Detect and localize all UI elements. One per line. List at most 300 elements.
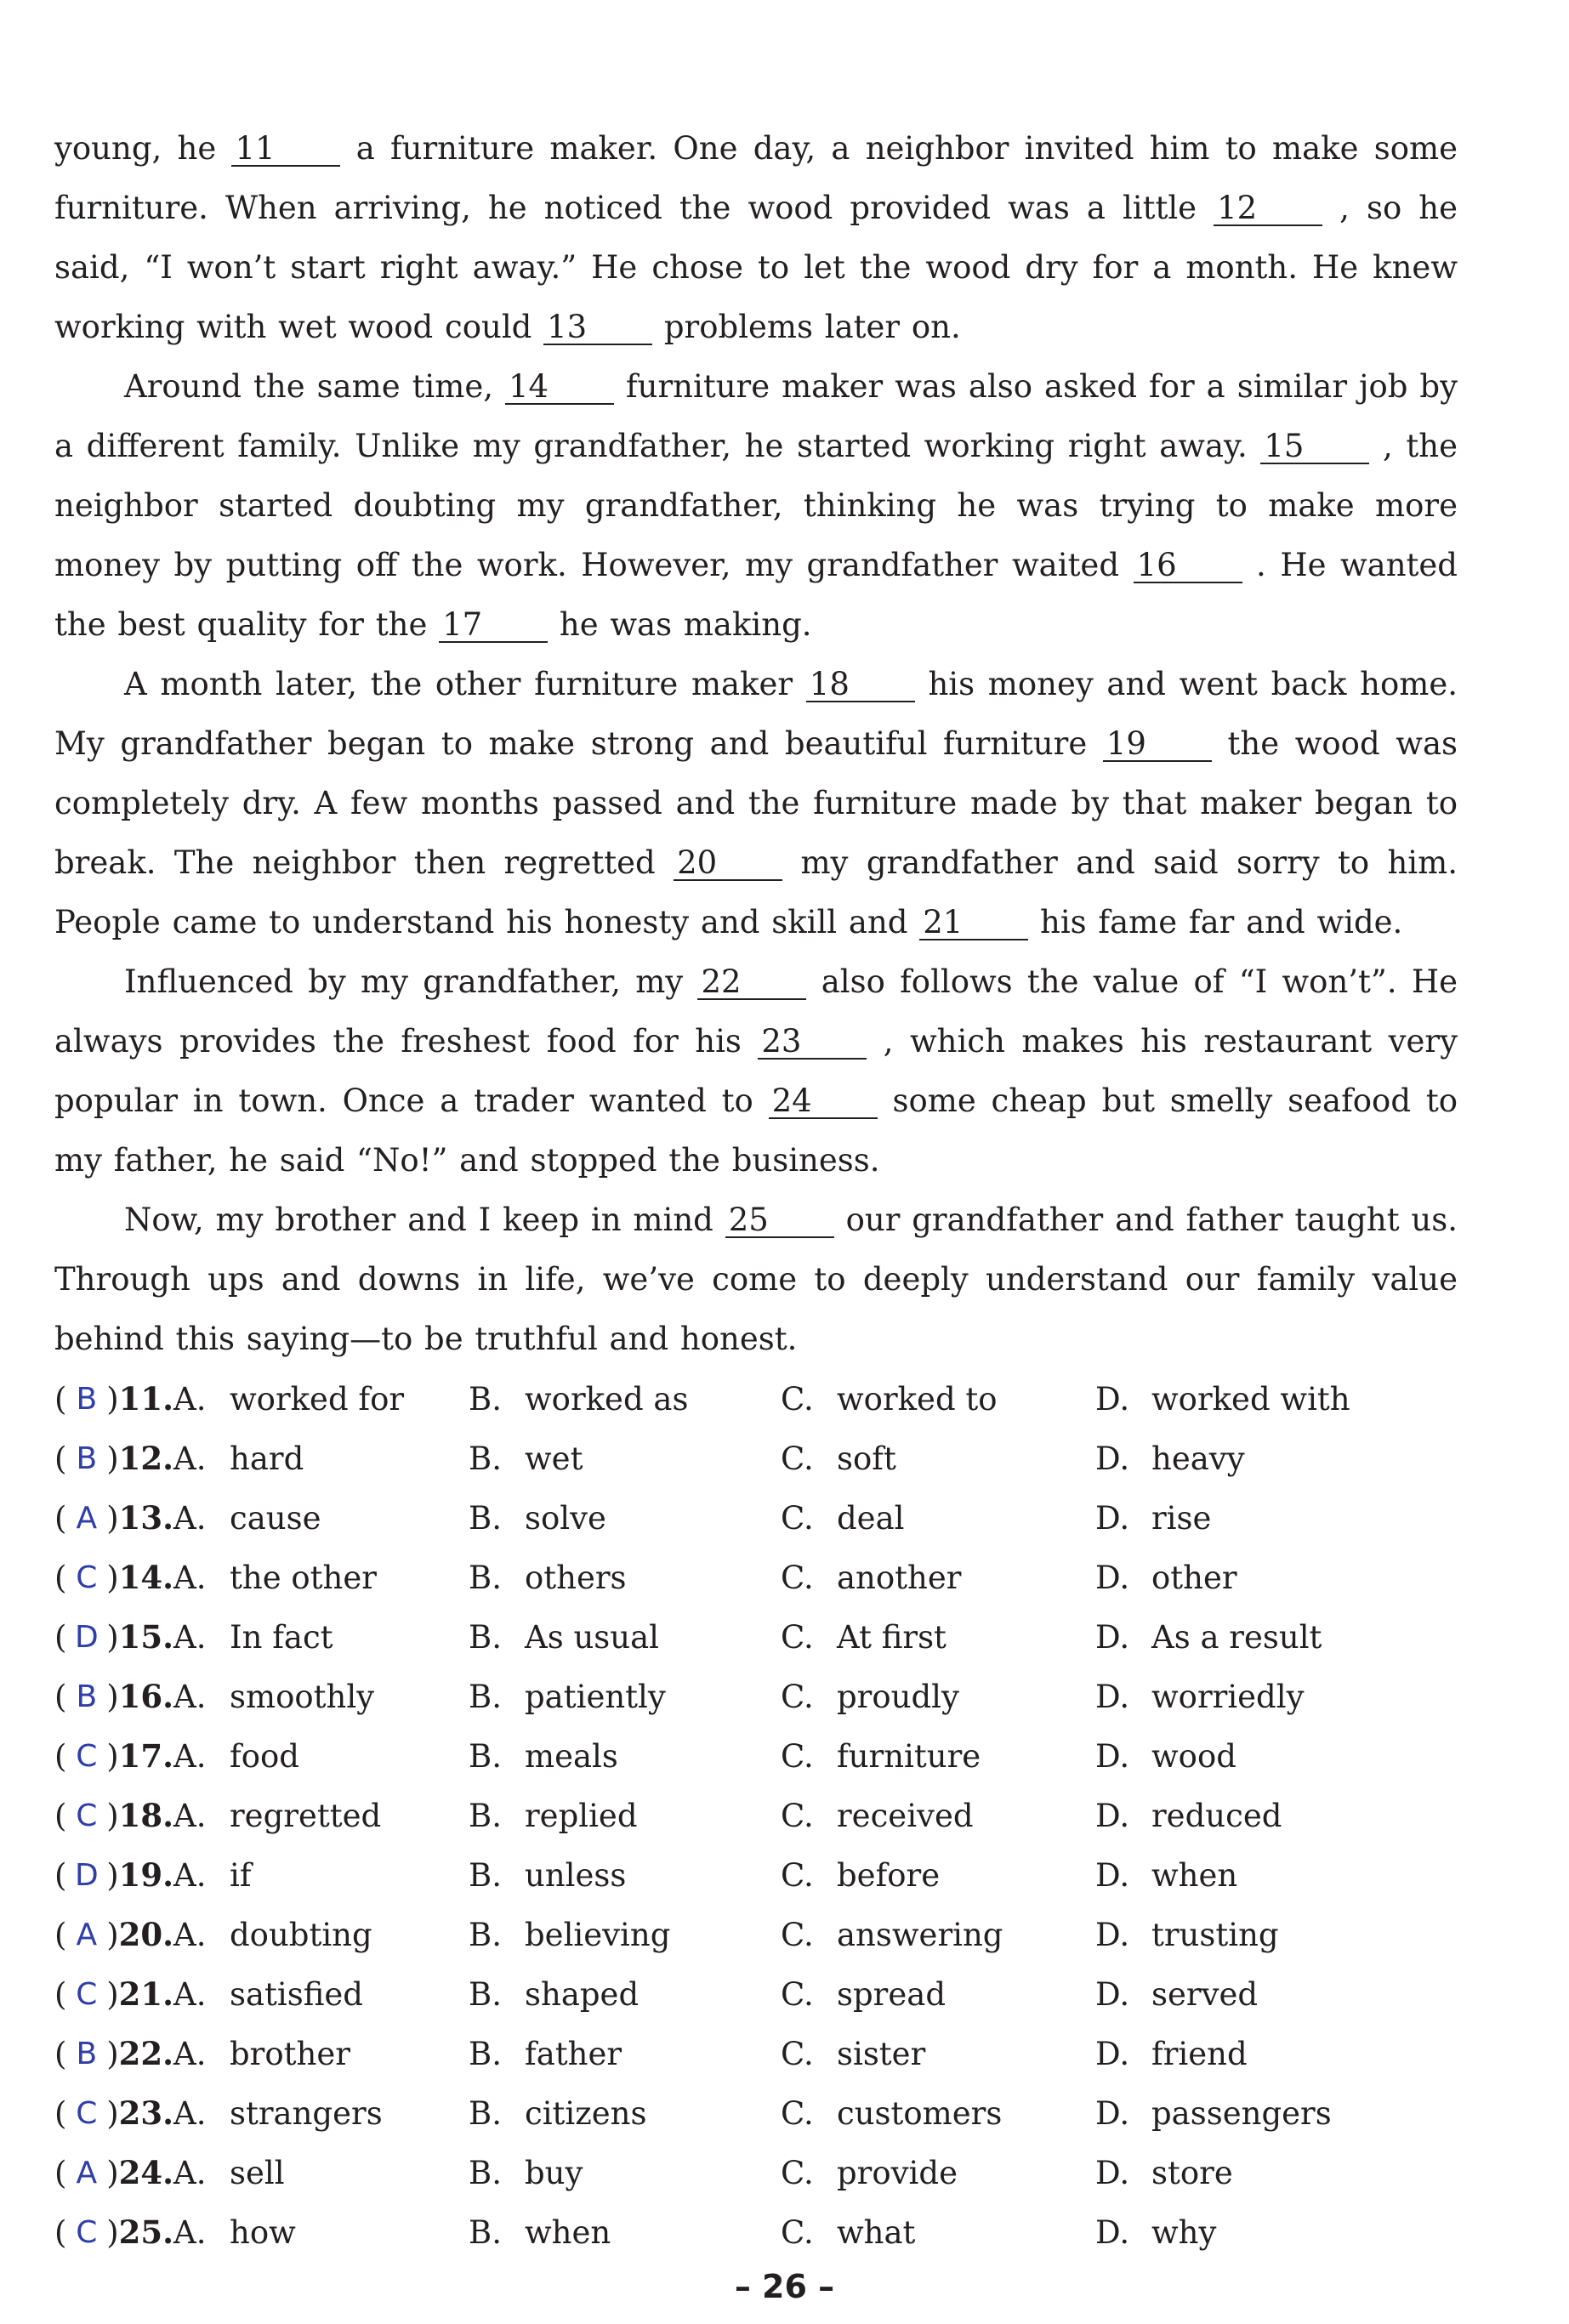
option-text: At first — [837, 1618, 947, 1656]
option-letter: C. — [781, 1975, 814, 2013]
option-text: if — [230, 1856, 252, 1894]
option-text: store — [1151, 2154, 1233, 2191]
option-d — [1095, 1738, 1350, 1775]
option-letter: B. — [469, 1856, 502, 1894]
option-letter: D. — [1095, 1916, 1130, 1953]
option-text: another — [837, 1559, 962, 1596]
option-c — [781, 1440, 1095, 1477]
option-letter: A. — [173, 1916, 207, 1953]
bracket-close: ) — [106, 2213, 119, 2251]
option-a — [173, 2036, 469, 2072]
blank-20: 20 — [674, 847, 782, 881]
option-text: patiently — [525, 1678, 666, 1715]
option-text: deal — [837, 1499, 905, 1537]
answer-choice[interactable]: C — [76, 2214, 98, 2250]
exercise-page — [54, 119, 1458, 2262]
option-b — [469, 1440, 781, 1477]
bracket-close: ) — [106, 1856, 119, 1894]
bracket-open: ( — [54, 1856, 67, 1894]
option-letter: A. — [173, 2154, 207, 2191]
option-letter: D. — [1095, 2094, 1130, 2132]
answer-choice[interactable]: A — [76, 1917, 98, 1952]
option-text: why — [1151, 2213, 1217, 2251]
question-number: 12. — [118, 1440, 173, 1477]
bracket-close: ) — [106, 1380, 119, 1418]
question-number: 21. — [118, 1975, 173, 2013]
answer-bracket — [54, 1559, 173, 1596]
option-d — [1095, 2214, 1350, 2251]
option-text: shaped — [525, 1975, 640, 2013]
answer-bracket — [54, 1678, 173, 1715]
blank-11: 11 — [231, 133, 340, 167]
option-text: answering — [837, 1916, 1003, 1953]
option-letter: C. — [781, 2094, 814, 2132]
answer-choice[interactable]: B — [76, 1381, 98, 1417]
question-number: 18. — [118, 1797, 173, 1834]
option-c — [781, 1857, 1095, 1894]
option-letter: C. — [781, 2213, 814, 2251]
option-b — [469, 1857, 781, 1894]
option-b — [469, 1560, 781, 1596]
option-text: As a result — [1151, 1618, 1322, 1656]
question-row — [54, 1726, 1458, 1786]
question-number: 24. — [118, 2154, 173, 2191]
option-text: buy — [525, 2154, 583, 2191]
option-letter: D. — [1095, 1678, 1130, 1715]
option-text: how — [230, 2213, 296, 2251]
passage-text: , the neighbor started doubting my grandfather, thinking he was trying to make more money by putting off the work. However, my grandfather waited — [54, 428, 1458, 583]
option-d — [1095, 1500, 1350, 1537]
option-text: citizens — [525, 2094, 647, 2132]
option-a — [173, 1440, 469, 1477]
bracket-open: ( — [54, 1440, 67, 1477]
option-letter: A. — [173, 1737, 207, 1775]
question-row — [54, 2143, 1458, 2202]
option-letter: D. — [1095, 2035, 1130, 2072]
option-a — [173, 1798, 469, 1834]
question-row — [54, 2024, 1458, 2083]
option-letter: D. — [1095, 2213, 1130, 2251]
answer-bracket — [54, 1797, 173, 1834]
passage-text: a furniture maker. One day, a neighbor invited him to make some furniture. When arriving, he noticed the wood provided was a little — [54, 130, 1458, 226]
option-b — [469, 1381, 781, 1418]
passage-paragraph-4 — [54, 952, 1458, 1190]
bracket-close: ) — [106, 1618, 119, 1656]
option-letter: C. — [781, 1737, 814, 1775]
option-text: the other — [230, 1559, 377, 1596]
option-letter: A. — [173, 2035, 207, 2072]
option-a — [173, 1619, 469, 1656]
passage-text: A month later, the other furniture maker — [124, 666, 806, 702]
option-text: food — [230, 1737, 299, 1775]
option-b — [469, 1619, 781, 1656]
blank-15: 15 — [1260, 430, 1369, 464]
option-letter: C. — [781, 2035, 814, 2072]
blank-22: 22 — [697, 966, 806, 1000]
option-text: doubting — [230, 1916, 372, 1953]
blank-13: 13 — [543, 311, 652, 345]
option-text: when — [1151, 1856, 1238, 1894]
option-letter: B. — [469, 2035, 502, 2072]
bracket-open: ( — [54, 1499, 67, 1537]
option-b — [469, 1738, 781, 1775]
option-c — [781, 1917, 1095, 1953]
question-row — [54, 1607, 1458, 1667]
answer-bracket — [54, 2154, 173, 2191]
option-c — [781, 1619, 1095, 1656]
option-c — [781, 1976, 1095, 2013]
option-b — [469, 1679, 781, 1715]
blank-16: 16 — [1134, 549, 1242, 583]
option-text: meals — [525, 1737, 618, 1775]
option-c — [781, 1500, 1095, 1537]
bracket-open: ( — [54, 1678, 67, 1715]
option-a — [173, 2095, 469, 2132]
option-b — [469, 2036, 781, 2072]
question-number: 20. — [118, 1916, 173, 1953]
option-text: hard — [230, 1440, 304, 1477]
option-c — [781, 2155, 1095, 2191]
option-letter: C. — [781, 1499, 814, 1537]
option-letter: A. — [173, 1678, 207, 1715]
option-letter: D. — [1095, 1737, 1130, 1775]
answer-choice[interactable]: C — [76, 1738, 98, 1774]
answer-bracket — [54, 1975, 173, 2013]
question-number: 13. — [118, 1499, 173, 1537]
answer-choice[interactable]: B — [76, 2036, 98, 2071]
option-text: cause — [230, 1499, 321, 1537]
option-b — [469, 1798, 781, 1834]
answer-bracket — [54, 1440, 173, 1477]
answer-choice[interactable]: C — [76, 1976, 98, 2012]
option-d — [1095, 1679, 1350, 1715]
blank-21: 21 — [919, 906, 1028, 940]
option-text: heavy — [1151, 1440, 1245, 1477]
option-letter: D. — [1095, 1559, 1130, 1596]
option-b — [469, 2095, 781, 2132]
option-text: brother — [230, 2035, 350, 2072]
option-letter: C. — [781, 2154, 814, 2191]
answer-choice[interactable]: A — [76, 2155, 98, 2190]
bracket-open: ( — [54, 1559, 67, 1596]
option-letter: D. — [1095, 1856, 1130, 1894]
option-text: friend — [1151, 2035, 1248, 2072]
bracket-open: ( — [54, 2035, 67, 2072]
bracket-open: ( — [54, 1737, 67, 1775]
option-text: strangers — [230, 2094, 383, 2132]
option-letter: B. — [469, 1380, 502, 1418]
option-letter: C. — [781, 1380, 814, 1418]
option-letter: D. — [1095, 1975, 1130, 2013]
answer-choice[interactable]: D — [74, 1857, 99, 1893]
answer-bracket — [54, 1916, 173, 1953]
bracket-open: ( — [54, 2094, 67, 2132]
option-c — [781, 1679, 1095, 1715]
option-d — [1095, 2036, 1350, 2072]
question-number: 16. — [118, 1678, 173, 1715]
option-c — [781, 2095, 1095, 2132]
passage-paragraph-3 — [54, 655, 1458, 952]
answer-bracket — [54, 1856, 173, 1894]
bracket-open: ( — [54, 1916, 67, 1953]
bracket-close: ) — [106, 1559, 119, 1596]
passage-text: . He wanted the best quality for the — [54, 547, 1458, 643]
option-text: soft — [837, 1440, 896, 1477]
blank-18: 18 — [806, 668, 915, 702]
passage-text: Around the same time, — [124, 368, 505, 405]
option-letter: B. — [469, 1975, 502, 2013]
option-text: what — [837, 2213, 916, 2251]
option-text: wood — [1151, 1737, 1236, 1775]
passage-text: our grandfather and father taught us. Through ups and downs in life, we’ve come to deeply understand our family value behind this saying—to be truthful and honest. — [54, 1202, 1458, 1357]
passage-text: the wood was completely dry. A few months passed and the furniture made by that maker began to break. The neighbor then regretted — [54, 725, 1458, 881]
bracket-close: ) — [106, 1916, 119, 1953]
option-text: when — [525, 2213, 611, 2251]
bracket-close: ) — [106, 1678, 119, 1715]
option-a — [173, 1857, 469, 1894]
option-a — [173, 1976, 469, 2013]
option-text: sister — [837, 2035, 926, 2072]
bracket-close: ) — [106, 2035, 119, 2072]
option-a — [173, 1500, 469, 1537]
option-text: worked as — [525, 1380, 689, 1418]
question-row — [54, 1845, 1458, 1905]
option-text: sell — [230, 2154, 285, 2191]
option-letter: A. — [173, 2213, 207, 2251]
option-letter: B. — [469, 1916, 502, 1953]
option-letter: A. — [173, 1559, 207, 1596]
option-letter: B. — [469, 1440, 502, 1477]
answer-choice[interactable]: C — [76, 1798, 98, 1833]
option-text: regretted — [230, 1797, 382, 1834]
question-number: 25. — [118, 2213, 173, 2251]
bracket-close: ) — [106, 2154, 119, 2191]
option-a — [173, 1381, 469, 1418]
option-d — [1095, 1917, 1350, 1953]
option-text: worked to — [837, 1380, 998, 1418]
option-letter: D. — [1095, 1440, 1130, 1477]
passage-text: , which makes his restaurant very popular in town. Once a trader wanted to — [54, 1023, 1458, 1119]
option-b — [469, 2155, 781, 2191]
option-text: furniture — [837, 1737, 981, 1775]
answer-bracket — [54, 2213, 173, 2251]
option-a — [173, 2214, 469, 2251]
question-row — [54, 1786, 1458, 1845]
question-row — [54, 1369, 1458, 1429]
option-a — [173, 1917, 469, 1953]
blank-14: 14 — [505, 371, 614, 405]
option-letter: B. — [469, 2094, 502, 2132]
option-letter: B. — [469, 2154, 502, 2191]
question-number: 15. — [118, 1618, 173, 1656]
page-number: – 26 – — [734, 2268, 835, 2305]
blank-12: 12 — [1214, 192, 1322, 226]
option-d — [1095, 1560, 1350, 1596]
option-text: smoothly — [230, 1678, 375, 1715]
blank-25: 25 — [725, 1204, 834, 1238]
option-text: before — [837, 1856, 941, 1894]
option-a — [173, 1679, 469, 1715]
option-text: others — [525, 1559, 627, 1596]
answer-choice[interactable]: C — [76, 1560, 98, 1595]
option-text: solve — [525, 1499, 606, 1537]
passage-paragraph-2 — [54, 357, 1458, 655]
option-letter: C. — [781, 1916, 814, 1953]
bracket-close: ) — [106, 1499, 119, 1537]
option-letter: A. — [173, 1380, 207, 1418]
bracket-close: ) — [106, 2094, 119, 2132]
option-text: worked for — [230, 1380, 405, 1418]
option-letter: D. — [1095, 1797, 1130, 1834]
question-row — [54, 2083, 1458, 2143]
passage-text: my grandfather and said sorry to him. People came to understand his honesty and skill and — [54, 844, 1458, 940]
option-c — [781, 1560, 1095, 1596]
option-letter: C. — [781, 1678, 814, 1715]
passage-paragraph-1 — [54, 119, 1458, 357]
blank-17: 17 — [439, 609, 548, 643]
passage-text: some cheap but smelly seafood to my father, he said “No!” and stopped the business. — [54, 1082, 1458, 1179]
bracket-open: ( — [54, 2154, 67, 2191]
answer-choice[interactable]: B — [76, 1679, 98, 1714]
passage-paragraph-5 — [54, 1190, 1458, 1369]
option-letter: B. — [469, 1559, 502, 1596]
option-text: spread — [837, 1975, 947, 2013]
option-letter: A. — [173, 1618, 207, 1656]
option-letter: A. — [173, 1499, 207, 1537]
option-text: worked with — [1151, 1380, 1350, 1418]
option-c — [781, 2036, 1095, 2072]
answer-choice[interactable]: B — [76, 1440, 98, 1476]
option-text: unless — [525, 1856, 627, 1894]
bracket-open: ( — [54, 1380, 67, 1418]
question-number: 17. — [118, 1737, 173, 1775]
passage-text: his money and went back home. My grandfather began to make strong and beautiful furniture — [54, 666, 1458, 762]
question-list — [54, 1369, 1458, 2262]
option-text: wet — [525, 1440, 583, 1477]
option-c — [781, 2214, 1095, 2251]
option-a — [173, 2155, 469, 2191]
answer-bracket — [54, 2094, 173, 2132]
option-b — [469, 1976, 781, 2013]
answer-bracket — [54, 1737, 173, 1775]
option-letter: C. — [781, 1618, 814, 1656]
option-text: father — [525, 2035, 622, 2072]
option-text: In fact — [230, 1618, 333, 1656]
option-letter: B. — [469, 1678, 502, 1715]
option-letter: B. — [469, 2213, 502, 2251]
blank-24: 24 — [769, 1085, 878, 1119]
option-text: rise — [1151, 1499, 1212, 1537]
option-text: replied — [525, 1797, 638, 1834]
passage-text: furniture maker was also asked for a similar job by a different family. Unlike my grandfather, he started working right away. — [54, 368, 1458, 464]
question-number: 14. — [118, 1559, 173, 1596]
question-number: 22. — [118, 2035, 173, 2072]
option-d — [1095, 2095, 1350, 2132]
option-letter: B. — [469, 1499, 502, 1537]
question-row — [54, 1964, 1458, 2024]
question-row — [54, 1667, 1458, 1726]
option-letter: C. — [781, 1856, 814, 1894]
passage-text: his fame far and wide. — [1028, 904, 1403, 940]
bracket-open: ( — [54, 1797, 67, 1834]
question-number: 19. — [118, 1856, 173, 1894]
option-text: customers — [837, 2094, 1003, 2132]
option-letter: D. — [1095, 1380, 1130, 1418]
option-letter: D. — [1095, 1618, 1130, 1656]
option-letter: A. — [173, 2094, 207, 2132]
question-row — [54, 2202, 1458, 2262]
answer-choice[interactable]: C — [76, 2095, 98, 2131]
question-row — [54, 1905, 1458, 1964]
question-row — [54, 1548, 1458, 1607]
option-text: passengers — [1151, 2094, 1332, 2132]
option-text: provide — [837, 2154, 958, 2191]
blank-19: 19 — [1103, 728, 1212, 762]
option-d — [1095, 1440, 1350, 1477]
option-c — [781, 1738, 1095, 1775]
answer-choice[interactable]: D — [74, 1619, 99, 1655]
passage-text: also follows the value of “I won’t”. He always provides the freshest food for his — [54, 963, 1458, 1060]
option-text: other — [1151, 1559, 1237, 1596]
passage-text: Now, my brother and I keep in mind — [124, 1202, 725, 1238]
bracket-close: ) — [106, 1975, 119, 2013]
question-number: 11. — [118, 1380, 173, 1418]
passage-text: problems later on. — [652, 309, 961, 345]
bracket-open: ( — [54, 1618, 67, 1656]
option-text: satisfied — [230, 1975, 363, 2013]
option-d — [1095, 2155, 1350, 2191]
option-text: reduced — [1151, 1797, 1282, 1834]
bracket-open: ( — [54, 1975, 67, 2013]
option-letter: B. — [469, 1797, 502, 1834]
option-text: trusting — [1151, 1916, 1279, 1953]
option-letter: B. — [469, 1618, 502, 1656]
option-text: proudly — [837, 1678, 959, 1715]
bracket-close: ) — [106, 1440, 119, 1477]
option-text: believing — [525, 1916, 671, 1953]
option-text: served — [1151, 1975, 1259, 2013]
answer-choice[interactable]: A — [76, 1500, 98, 1536]
option-letter: A. — [173, 1797, 207, 1834]
option-text: worriedly — [1151, 1678, 1305, 1715]
bracket-close: ) — [106, 1797, 119, 1834]
answer-bracket — [54, 2035, 173, 2072]
option-d — [1095, 1619, 1350, 1656]
option-letter: C. — [781, 1440, 814, 1477]
answer-bracket — [54, 1618, 173, 1656]
answer-bracket — [54, 1499, 173, 1537]
bracket-close: ) — [106, 1737, 119, 1775]
option-d — [1095, 1798, 1350, 1834]
option-b — [469, 2214, 781, 2251]
question-number: 23. — [118, 2094, 173, 2132]
option-letter: C. — [781, 1559, 814, 1596]
option-letter: D. — [1095, 2154, 1130, 2191]
option-d — [1095, 1857, 1350, 1894]
passage-text: young, he — [54, 130, 232, 167]
option-b — [469, 1500, 781, 1537]
option-a — [173, 1560, 469, 1596]
option-letter: D. — [1095, 1499, 1130, 1537]
passage-text: Influenced by my grandfather, my — [124, 963, 698, 1000]
option-letter: C. — [781, 1797, 814, 1834]
option-a — [173, 1738, 469, 1775]
passage-text: , so he said, “I won’t start right away.” He chose to let the wood dry for a month. He knew working with wet wood could — [54, 190, 1458, 345]
option-text: As usual — [525, 1618, 660, 1656]
option-c — [781, 1381, 1095, 1418]
question-row — [54, 1429, 1458, 1488]
question-row — [54, 1488, 1458, 1548]
